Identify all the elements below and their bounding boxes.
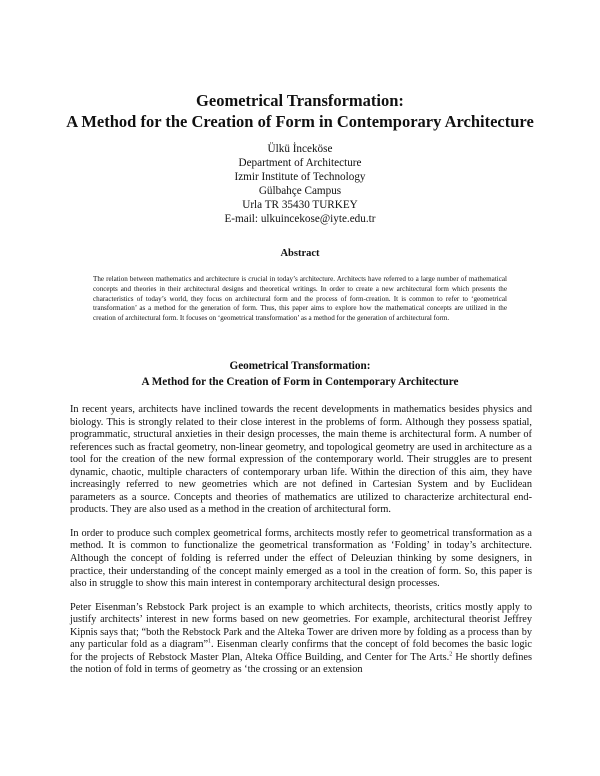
author-campus: Gülbahçe Campus [258, 185, 342, 198]
paragraph-3-part-2: . Eisenman clearly confirms that the concept of fold becomes the basic logic for the projects of Rebstock Master Plan, Alteka Office Building, and Center for The Arts. [70, 639, 532, 663]
section-title [60, 359, 540, 390]
abstract-text: The relation between mathematics and architecture is crucial in today’s architecture. Architects have referred to a large number of mathematical concepts and theories in their architectural designs and theoretical writings. In order to create a new architectural form which presents the characteristics of today’s world, they focus on architectural form and the process of form-creation. It is common to refer to ‘geometrical transformation’ as a method for the generation of form. Thus, this paper aims to explore how the mathematical concepts are utilized in the creation of architectural form. It focuses on ‘geometrical transformation’ as a method for the generation of architectural form. [93, 275, 507, 323]
body-text [70, 404, 532, 688]
paragraph-3-part-1: Peter Eisenman’s Rebstock Park project is an example to which architects, theorists, critics mostly apply to justify architects’ interest in new forms based on new geometries. For example, architectural theorist Jeffrey Kipnis says that; “both the Rebstock Park and the Alteka Tower are driven more by folding as a process than by any particular fold as a diagram” [70, 601, 532, 651]
paragraph-3-part-3: He shortly defines the notion of fold in terms of geometry as ‘the crossing or an extension [70, 651, 532, 676]
section-title-line-1: Geometrical Transformation: [229, 360, 371, 372]
paragraph-1: In recent years, architects have inclined towards the recent developments in mathematics besides physics and biology. This is strongly related to their close interest in the problems of form. Although they possess spatial, programmatic, structural anxieties in their design processes, the main theme is architectural form. A number of references such as fractal geometry, non-linear geometry, and topological geometry are used in architecture as a tool for the creation of the new formal expression of the contemporary world. Their struggles are to present dynamic, chaotic, multiple characters of contemporary urban life. Within the direction of this aim, they have increasingly referred to new geometries which are not defined in Cartesian System and by Euclidean parameters as a source. Concepts and theories of mathematics are utilized to characterize architectural end-products. They are also used as a method in the creation of architectural form. [70, 404, 532, 516]
paragraph-3 [70, 602, 532, 677]
author-name: Ülkü İnceköse [267, 143, 333, 155]
title-line-1: Geometrical Transformation: [196, 91, 404, 110]
paper-title [40, 90, 560, 132]
section-title-line-2: A Method for the Creation of Form in Contemporary Architecture [141, 375, 459, 388]
author-department: Department of Architecture [238, 157, 362, 170]
footnote-ref-1: 1 [208, 638, 212, 645]
author-email: E-mail: ulkuincekose@iyte.edu.tr [224, 213, 376, 226]
abstract-heading: Abstract [280, 248, 320, 259]
author-address: Urla TR 35430 TURKEY [242, 199, 358, 212]
paragraph-2: In order to produce such complex geometrical forms, architects mostly refer to geometrical transformation as a method. It is common to functionalize the geometrical transformation as ‘Folding’ in today’s architecture. Although the concept of folding is referred under the effect of Deleuzian thinking by some designers, in practice, their understanding of the concept mainly emerged as a tool in the creation of form. So, this paper is also in struggle to show this main interest in contemporary architectural design processes. [70, 527, 532, 590]
author-block [100, 142, 500, 227]
author-institute: Izmir Institute of Technology [234, 171, 366, 184]
title-line-2: A Method for the Creation of Form in Contemporary Architecture [66, 112, 534, 131]
footnote-ref-2: 2 [449, 651, 453, 658]
